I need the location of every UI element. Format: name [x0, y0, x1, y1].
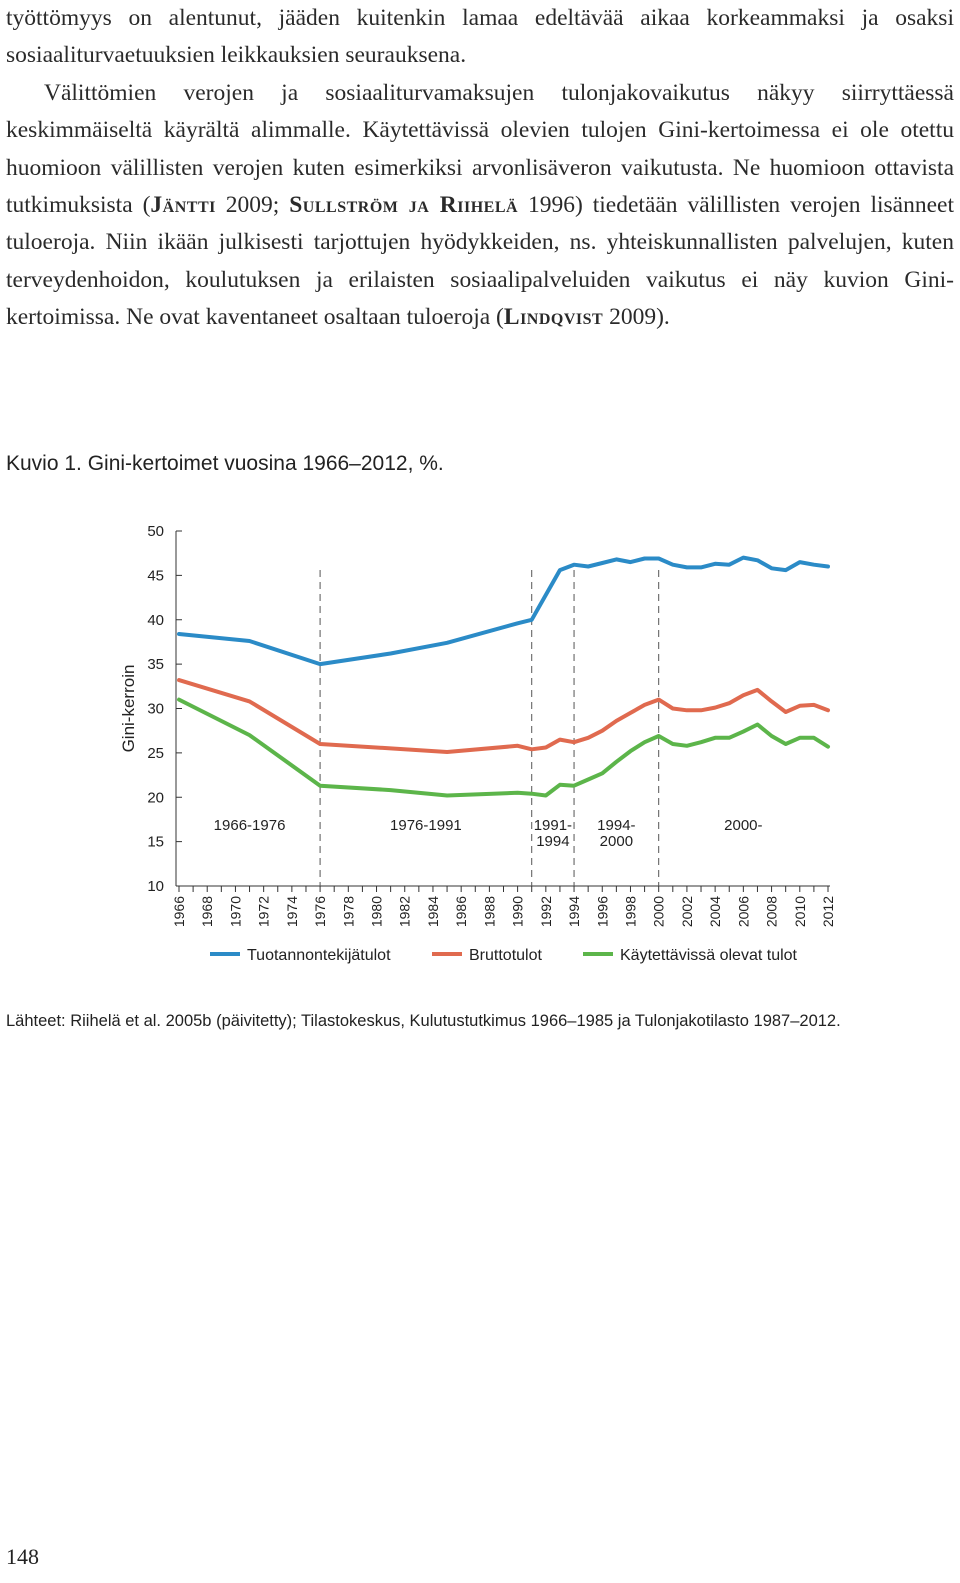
y-tick-label: 20 — [147, 789, 164, 807]
paragraph-2-text: Välittömien verojen ja sosiaaliturvamaksujen tulonjakovaikutus näkyy siirryttäessä keskimmäiseltä käyrältä alimmalle. Käytettävissä olevien tulojen Gini-kertoimessa ei ole otettu huomioon välillisten verojen kuten esimerkiksi arvonlisäveron vaikutusta. Ne huomioon ottavista tutkimuksista ( — [6, 79, 954, 219]
period-label: 2000- — [724, 817, 763, 834]
x-tick-label: 1978 — [340, 896, 357, 928]
x-tick-label: 2010 — [791, 896, 808, 928]
citation-year-1: 2009; — [215, 192, 290, 219]
y-axis-label: Gini-kerroin — [119, 664, 138, 753]
citation-year-2: 1996) tiedetään välillisten verojen lisänneet tuloeroja. Niin ikään julkisesti tarjottujen hyödykkeiden, ns. yhteiskunnallisten palvelujen, kuten terveydenhoidon, koulutuksen ja erilaisten sosiaalipalveluiden vaikutus ei näy kuvion Gini-kertoimissa. Ne ovat kaventaneet osaltaan tuloeroja ( — [6, 192, 954, 331]
y-tick-label: 15 — [147, 833, 164, 851]
x-tick-label: 1992 — [537, 896, 554, 928]
gini-chart — [0, 510, 960, 980]
x-tick-label: 1994 — [566, 896, 583, 928]
period-label: 1976-1991 — [390, 817, 462, 834]
legend-label: Bruttotulot — [469, 947, 542, 964]
x-tick-label: 2006 — [735, 896, 752, 928]
y-tick-label: 30 — [147, 700, 164, 718]
x-tick-label: 1986 — [453, 896, 470, 928]
series-line-2 — [179, 680, 828, 752]
y-tick-label: 40 — [147, 611, 164, 629]
period-label: 1966-1976 — [213, 817, 286, 834]
x-tick-label: 1990 — [509, 896, 526, 928]
x-tick-label: 1976 — [312, 896, 329, 928]
x-tick-label: 1982 — [396, 896, 413, 928]
x-tick-label: 1974 — [283, 896, 300, 928]
y-tick-label: 25 — [147, 744, 164, 762]
citation-year-3: 2009). — [603, 304, 670, 331]
x-tick-label: 1984 — [424, 896, 441, 928]
x-tick-label: 2000 — [650, 896, 667, 928]
paragraph-1-text: työttömyys on alentunut, jääden kuitenkin lamaa edeltävää aikaa korkeammaksi ja osaksi sosiaaliturvaetuuksien leikkauksien seurauksena. — [6, 5, 954, 69]
period-label: 1994- — [597, 817, 636, 834]
period-label: 1991- — [533, 817, 573, 834]
legend-label: Käytettävissä olevat tulot — [620, 947, 797, 964]
period-label: 2000 — [599, 833, 634, 850]
x-tick-label: 2008 — [763, 896, 780, 928]
x-tick-label: 2004 — [707, 896, 724, 928]
paragraph-2 — [6, 75, 954, 337]
y-tick-label: 35 — [147, 656, 164, 674]
x-tick-label: 1966 — [171, 896, 187, 928]
citation-author-3: Lindqvist — [503, 304, 604, 331]
paragraph-1 — [6, 0, 954, 75]
x-tick-label: 2012 — [820, 896, 836, 928]
citation-author-2: Sullström ja Riihelä — [289, 192, 519, 219]
series-line-1 — [179, 558, 828, 665]
y-tick-label: 45 — [147, 567, 164, 585]
x-tick-label: 1988 — [481, 896, 498, 928]
x-tick-label: 1996 — [594, 896, 611, 928]
body-text — [6, 0, 954, 337]
x-tick-label: 1980 — [368, 896, 385, 928]
figure-caption: Kuvio 1. Gini-kertoimet vuosina 1966–2012, %. — [6, 452, 444, 475]
x-tick-label: 2002 — [678, 896, 695, 928]
y-tick-label: 10 — [147, 878, 164, 895]
page-number: 148 — [6, 1544, 39, 1569]
figure-sources: Lähteet: Riihelä et al. 2005b (päivitetty); Tilastokeskus, Kulutustutkimus 1966–1985 ja Tulonjakotilasto 1987–2012. — [6, 1012, 841, 1030]
y-tick-label: 50 — [147, 523, 164, 540]
period-label: 1994 — [536, 833, 570, 850]
x-tick-label: 1972 — [255, 896, 272, 928]
citation-author-1: Jäntti — [150, 192, 216, 219]
x-tick-label: 1968 — [199, 896, 216, 928]
legend-label: Tuotannontekijätulot — [247, 947, 391, 964]
x-tick-label: 1970 — [227, 896, 244, 928]
x-tick-label: 1998 — [622, 896, 639, 928]
